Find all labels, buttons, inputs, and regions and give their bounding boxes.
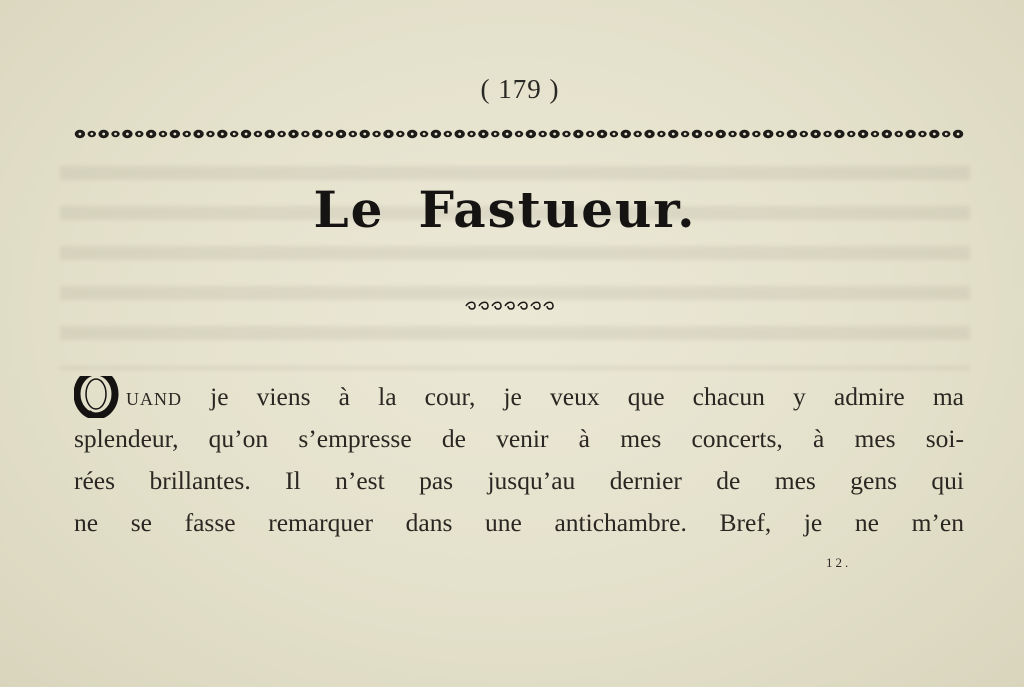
border-bead-dot xyxy=(601,133,604,136)
border-bead-dot xyxy=(577,133,580,136)
border-bead-dot xyxy=(613,133,616,136)
dropcap-q xyxy=(74,376,123,418)
first-word-smallcaps: uand xyxy=(126,382,182,411)
border-bead-dot xyxy=(696,133,699,136)
border-bead-dot xyxy=(185,133,188,136)
border-bead-dot xyxy=(826,133,829,136)
show-through-text xyxy=(60,140,970,370)
border-bead-dot xyxy=(636,133,639,136)
border-bead-dot xyxy=(399,133,402,136)
border-bead-dot xyxy=(814,133,817,136)
border-bead-dot xyxy=(862,133,865,136)
border-bead-dot xyxy=(150,133,153,136)
border-bead-dot xyxy=(506,133,509,136)
border-bead-dot xyxy=(114,133,117,136)
ornament-curl xyxy=(544,302,553,309)
border-bead-dot xyxy=(126,133,129,136)
border-bead-dot xyxy=(743,133,746,136)
ornament-curl xyxy=(531,302,540,309)
border-bead-dot xyxy=(945,133,948,136)
border-bead-dot xyxy=(245,133,248,136)
border-bead-dot xyxy=(791,133,794,136)
border-bead-dot xyxy=(90,133,93,136)
border-bead-dot xyxy=(79,133,82,136)
border-bead-dot xyxy=(672,133,675,136)
border-bead-dot xyxy=(684,133,687,136)
border-bead-dot xyxy=(162,133,165,136)
border-bead-dot xyxy=(446,133,449,136)
border-bead-dot xyxy=(518,133,521,136)
border-bead-dot xyxy=(850,133,853,136)
signature-mark: 12. xyxy=(826,555,852,570)
ornament-curl xyxy=(492,302,501,309)
text-line-2: splendeur, qu’on s’empresse de venir à mes concerts, à mes soi- xyxy=(74,424,964,453)
border-bead-dot xyxy=(482,133,485,136)
border-bead-dot xyxy=(767,133,770,136)
border-bead-dot xyxy=(138,133,141,136)
text-line-3: rées brillantes. Il n’est pas jusqu’au dernier de mes gens qui xyxy=(74,466,964,495)
border-bead-dot xyxy=(779,133,782,136)
border-bead-dot xyxy=(387,133,390,136)
border-bead-dot xyxy=(423,133,426,136)
border-bead-dot xyxy=(221,133,224,136)
border-bead-dot xyxy=(838,133,841,136)
title-word-1: Le xyxy=(313,180,385,239)
border-bead-dot xyxy=(707,133,710,136)
border-bead-dot xyxy=(909,133,912,136)
border-bead-dot xyxy=(268,133,271,136)
border-bead-dot xyxy=(304,133,307,136)
border-bead-dot xyxy=(470,133,473,136)
page-number: ( 179 ) xyxy=(480,74,560,104)
chapter-title xyxy=(0,180,1010,239)
border-bead-dot xyxy=(351,133,354,136)
border-bead-dot xyxy=(660,133,663,136)
border-bead-dot xyxy=(411,133,414,136)
border-bead-dot xyxy=(933,133,936,136)
ornament-curl xyxy=(518,302,527,309)
body-text xyxy=(74,376,964,544)
border-bead-dot xyxy=(173,133,176,136)
border-bead-dot xyxy=(209,133,212,136)
border-bead-dot xyxy=(719,133,722,136)
border-bead-dot xyxy=(648,133,651,136)
border-bead-dot xyxy=(280,133,283,136)
border-bead-dot xyxy=(316,133,319,136)
ornament-curl xyxy=(479,302,488,309)
border-bead-dot xyxy=(292,133,295,136)
ornamental-border xyxy=(74,125,964,143)
small-ornament xyxy=(462,296,562,316)
border-bead-dot xyxy=(897,133,900,136)
border-bead-dot xyxy=(874,133,877,136)
border-bead-dot xyxy=(494,133,497,136)
line-1-text: je viens à la cour, je veux que chacun y admire ma xyxy=(182,382,964,411)
border-bead-dot xyxy=(885,133,888,136)
border-bead-dot xyxy=(624,133,627,136)
border-bead-dot xyxy=(197,133,200,136)
border-bead-dot xyxy=(233,133,236,136)
border-bead-dot xyxy=(257,133,260,136)
border-bead-dot xyxy=(340,133,343,136)
border-bead-dot xyxy=(102,133,105,136)
border-bead-dot xyxy=(363,133,366,136)
border-bead-dot xyxy=(328,133,331,136)
ornament-curl xyxy=(505,302,514,309)
border-bead-dot xyxy=(435,133,438,136)
title-word-2: Fastueur. xyxy=(418,180,697,239)
border-bead-dot xyxy=(731,133,734,136)
border-bead-dot xyxy=(375,133,378,136)
border-bead-dot xyxy=(541,133,544,136)
border-bead-dot xyxy=(529,133,532,136)
border-bead-dot xyxy=(553,133,556,136)
border-bead-dot xyxy=(921,133,924,136)
text-line-1 xyxy=(74,376,964,418)
text-line-4: ne se fasse remarquer dans une antichambre. Bref, je ne m’en xyxy=(74,508,964,537)
ornament-curl xyxy=(466,302,475,309)
border-bead-dot xyxy=(565,133,568,136)
border-bead-dot xyxy=(589,133,592,136)
border-bead-dot xyxy=(957,133,960,136)
border-bead-dot xyxy=(802,133,805,136)
border-bead-dot xyxy=(458,133,461,136)
border-bead-dot xyxy=(755,133,758,136)
